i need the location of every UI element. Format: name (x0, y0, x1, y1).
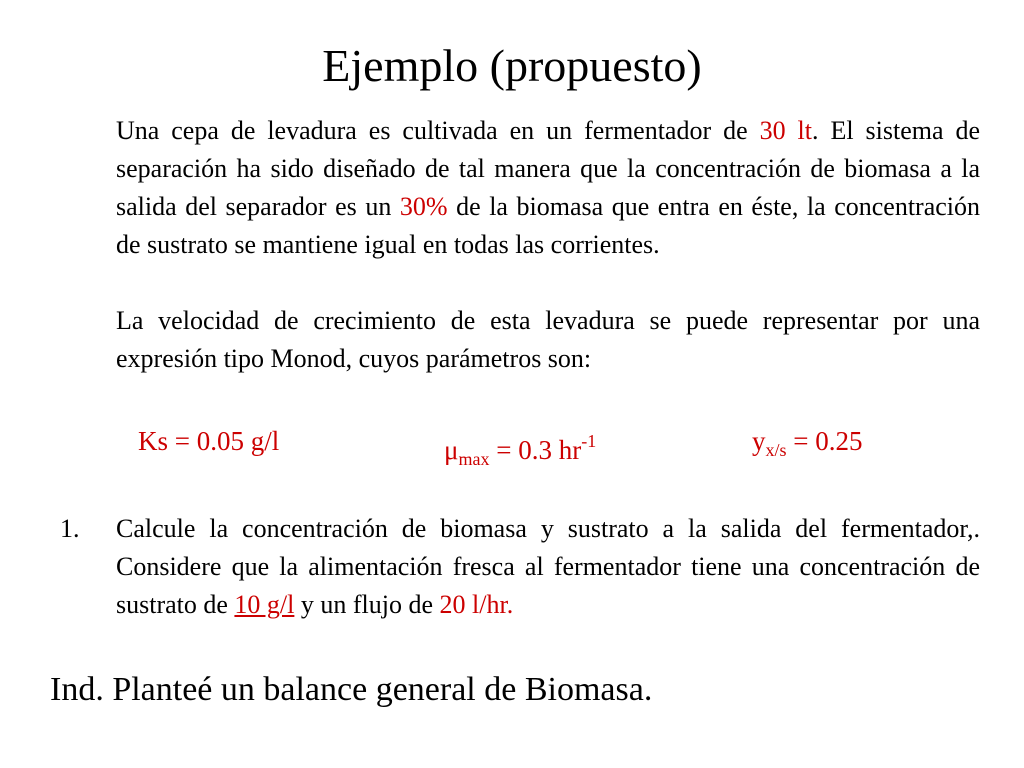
question-1 (116, 510, 980, 624)
mu-value: = 0.3 hr (489, 435, 582, 465)
yield-subscript: x/s (765, 440, 787, 460)
yield-parameter (752, 422, 863, 469)
monod-paragraph: La velocidad de crecimiento de esta levadura se puede representar por una expresión tipo Monod, cuyos parámetros son: (116, 306, 980, 373)
slide-title: Ejemplo (propuesto) (322, 40, 702, 91)
fermenter-volume: 30 lt (759, 116, 812, 145)
mu-symbol: μ (444, 435, 459, 465)
parameters-row (0, 422, 1024, 469)
statement-text-2: . El sistema de separación ha sido diseñado de tal manera que la concentración de biomasa a la salida del separador es un (116, 116, 980, 221)
question-text-2: y un flujo de (294, 590, 440, 619)
problem-statement-paragraph (116, 112, 980, 264)
mu-max-parameter (444, 422, 596, 478)
statement-text-3: de la biomasa que entra en éste, la concentración de sustrato se mantiene igual en todas las corrientes. (116, 192, 981, 259)
yield-symbol: y (752, 426, 766, 456)
question-number: 1. (60, 514, 80, 543)
statement-text-1: Una cepa de levadura es cultivada en un fermentador de (116, 116, 760, 145)
substrate-concentration: 10 g/l (234, 590, 295, 619)
mu-subscript: max (458, 449, 490, 469)
ks-parameter: Ks = 0.05 g/l (138, 426, 280, 456)
mu-superscript: -1 (581, 431, 597, 451)
biomass-percent: 30% (399, 192, 448, 221)
hint-text: Ind. Planteé un balance general de Biomasa. (50, 671, 653, 708)
question-text-1: Calcule la concentración de biomasa y sustrato a la salida del fermentador,. Considere que la alimentación fresca al fermentador tiene una concentración de sustrato de (116, 514, 980, 619)
yield-value: = 0.25 (786, 426, 863, 456)
feed-flow: 20 l/hr. (439, 590, 514, 619)
